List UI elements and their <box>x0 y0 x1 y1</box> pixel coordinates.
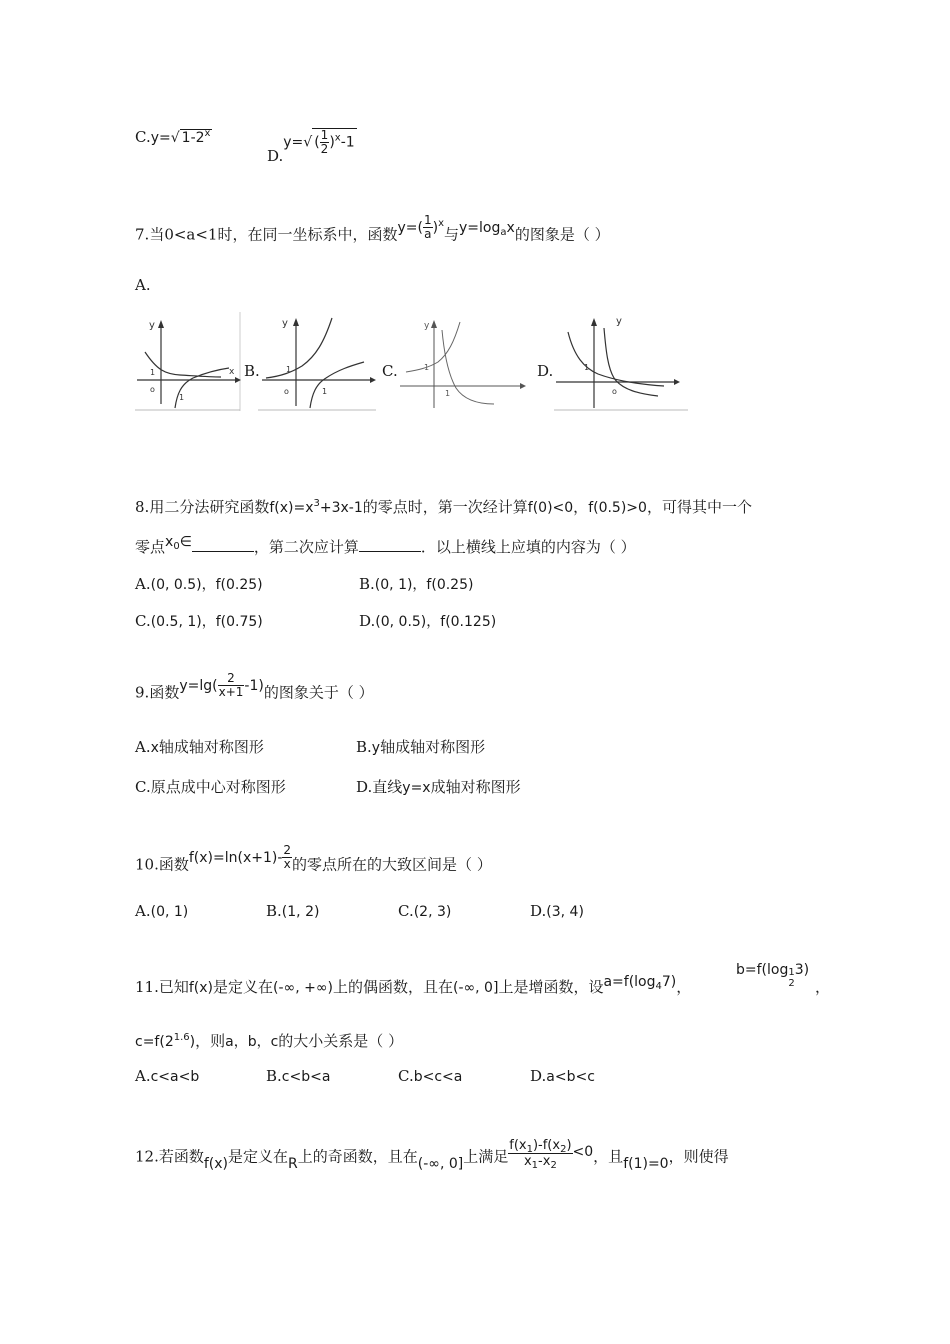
q7-number: 7. <box>135 225 150 244</box>
q10-option-a[interactable] <box>135 902 188 920</box>
tick-1-x: 1 <box>179 393 185 402</box>
q11-option-d[interactable] <box>530 1067 595 1085</box>
q10-option-a-label: A. <box>135 902 151 920</box>
sqrt-sign: √ <box>303 134 313 151</box>
q6-option-d-lhs: y= <box>283 134 304 151</box>
q7-option-c-label[interactable]: C. <box>382 362 398 380</box>
q7-text-c: 的图象是（ ） <box>514 225 610 244</box>
q11-a-tail: 7) <box>661 974 677 990</box>
q10-option-b-text: (1, 2) <box>281 904 320 920</box>
q10-option-d-text: (3, 4) <box>546 904 584 920</box>
q8-func-exp: 3 <box>313 498 320 509</box>
q6-option-c-label: C. <box>135 128 151 146</box>
q6-option-d-den: 2 <box>320 142 329 156</box>
q11-stem-line2 <box>135 1030 403 1051</box>
q7-f1-lhs: y=( <box>397 219 423 236</box>
q10-option-a-text: (0, 1) <box>150 904 189 920</box>
q11-b-def-body: b=f(log <box>736 962 789 978</box>
q11-interval1: (-∞, +∞) <box>273 980 333 996</box>
q8-option-a-label: A. <box>135 575 151 593</box>
q9-func-num: 2 <box>218 672 245 686</box>
q10-func-num: 2 <box>283 843 292 857</box>
q8-func-body: f(x)=x <box>269 500 314 516</box>
q9-option-d-b: 成轴对称图形 <box>430 778 521 796</box>
q11-c-def <box>135 1034 195 1050</box>
q12-frac <box>508 1138 572 1169</box>
q6-option-c-exp: x <box>204 128 211 139</box>
q8-number: 8. <box>135 498 150 516</box>
q12-frac-den-a: x <box>523 1154 532 1169</box>
q8-func <box>269 500 362 516</box>
q12-number: 12. <box>135 1147 159 1166</box>
q11-c-tail: ) <box>189 1034 196 1050</box>
curve-exponential <box>568 332 664 386</box>
q12-ineq: <0 <box>572 1143 594 1160</box>
q8-sep: ， <box>573 498 589 516</box>
q11-b-def <box>736 960 809 989</box>
q7-f2 <box>459 220 515 236</box>
q9-option-b-label: B. <box>356 738 372 756</box>
tick-1-y: 1 <box>150 368 156 377</box>
q8-option-c-text: (0.5, 1)，f(0.75) <box>150 614 263 630</box>
q10-func-lhs: f(x)=ln(x+1)- <box>188 849 283 866</box>
q11-option-d-text: a<b<c <box>546 1069 595 1085</box>
q12-fx: f(x) <box>203 1155 229 1172</box>
q6-option-d-num: 1 <box>320 128 329 142</box>
q10-func <box>188 843 292 871</box>
q9-option-a-label: A. <box>135 738 151 756</box>
q12-text-e: ，且 <box>593 1147 624 1166</box>
q12-cond: f(1)=0 <box>623 1155 669 1172</box>
q7-option-a-label[interactable]: A. <box>135 276 151 294</box>
q9-option-c[interactable] <box>135 776 286 797</box>
q8-text-c: ，可得其中一个 <box>646 498 752 516</box>
q7-graph-d[interactable] <box>554 312 688 411</box>
q8-line2-c: ．以上横线上应填的内容为（ ） <box>420 538 636 556</box>
q8-line2-b: ，第二次应计算 <box>253 538 359 556</box>
q12-text-f: ，则使得 <box>668 1147 729 1166</box>
tick-1-y: 1 <box>286 365 292 374</box>
q11-option-a-label: A. <box>135 1067 151 1085</box>
q10-text-b: 的零点所在的大致区间是（ ） <box>292 855 492 874</box>
q7-f1-num: 1 <box>423 213 432 227</box>
q6-option-d-label: D. <box>267 146 284 165</box>
q10-option-c-text: (2, 3) <box>413 904 452 920</box>
q8-func-tail: +3x-1 <box>319 500 363 516</box>
q10-stem <box>135 843 492 879</box>
q12-frac-num-sub1: 1 <box>526 1144 533 1155</box>
q11-text-c: 上的偶函数，且在 <box>332 978 453 996</box>
q11-comma: ， <box>676 978 692 996</box>
q8-x0-sub: 0 <box>173 541 180 552</box>
q8-line2-a: 零点 <box>135 538 166 556</box>
curve-exponential <box>145 352 221 377</box>
q10-option-d-label: D. <box>530 902 547 920</box>
q12-frac-den-mid: -x <box>538 1154 551 1169</box>
q8-blank-2[interactable] <box>359 539 421 552</box>
q11-number: 11. <box>135 978 159 996</box>
q9-func-lhs: y=lg( <box>179 677 218 694</box>
q6-option-c[interactable] <box>135 128 212 146</box>
origin-label: o <box>150 385 155 394</box>
q12-interval: (-∞, 0] <box>417 1155 464 1172</box>
q10-option-d[interactable] <box>530 902 584 920</box>
q6-option-c-sqrt-body: 1-2 <box>181 130 205 146</box>
q8-stem-line2 <box>135 536 636 557</box>
q10-option-b-label: B. <box>266 902 282 920</box>
q8-option-b-label: B. <box>359 575 375 593</box>
q11-b-sub-den: 2 <box>788 978 795 989</box>
curve-exponential <box>266 318 332 378</box>
q9-option-d[interactable] <box>356 776 521 797</box>
q9-option-b-text: 轴成轴对称图形 <box>380 738 486 756</box>
q9-number: 9. <box>135 683 150 702</box>
axis-x-label: x <box>229 367 235 377</box>
q10-func-frac <box>282 844 292 871</box>
q8-option-c-label: C. <box>135 612 151 630</box>
q7-graph-c[interactable] <box>398 312 528 411</box>
q6-option-d-tail: -1 <box>340 134 355 151</box>
tick-1-x: 1 <box>322 387 328 396</box>
q7-option-d-label[interactable]: D. <box>537 362 554 380</box>
q11-option-c[interactable] <box>398 1067 462 1085</box>
q7-f1-frac <box>423 214 433 241</box>
curve-exponential <box>406 322 460 372</box>
q8-option-d[interactable] <box>359 611 496 631</box>
q10-option-b[interactable] <box>266 902 319 920</box>
q11-option-b-label: B. <box>266 1067 282 1085</box>
q7-graph-b[interactable] <box>258 312 376 411</box>
q11-c-exp: 1.6 <box>173 1032 190 1043</box>
q9-option-c-text: 原点成中心对称图形 <box>150 778 286 796</box>
q12-text-d: 上满足 <box>463 1147 509 1166</box>
q7-option-b-label[interactable]: B. <box>244 362 260 380</box>
q8-cond2: f(0.5)>0 <box>588 500 647 516</box>
q11-a-sub: 4 <box>655 981 662 992</box>
q8-text-b: 的零点时，第一次经计算 <box>362 498 528 516</box>
q12-frac-den-sub2: 2 <box>550 1160 557 1171</box>
q12-stem <box>135 1138 729 1173</box>
q11-c-def-body: c=f(2 <box>135 1034 174 1050</box>
q12-text-a: 若函数 <box>158 1147 204 1166</box>
q11-interval2: (-∞, 0] <box>452 980 499 996</box>
tick-1-y: 1 <box>424 363 430 372</box>
q10-number: 10. <box>135 855 159 874</box>
q12-frac-den <box>508 1154 572 1169</box>
q8-text-a: 用二分法研究函数 <box>149 498 270 516</box>
tick-1-y: 1 <box>584 363 590 372</box>
q12-R: R <box>288 1155 298 1172</box>
q8-cond1: f(0)<0 <box>527 500 574 516</box>
q11-text-a: 已知 <box>158 978 189 996</box>
q11-comma2: ， <box>815 978 831 996</box>
q7-f2-rhs: x <box>506 219 515 236</box>
axis-y-label: y <box>616 316 622 327</box>
q10-text-a: 函数 <box>158 855 189 874</box>
q9-text-b: 的图象关于（ ） <box>263 683 374 702</box>
q6-option-c-radicand <box>180 129 213 146</box>
axis-y-label: y <box>149 320 155 331</box>
sqrt-sign: √ <box>170 130 180 146</box>
q6-option-d[interactable] <box>267 128 357 165</box>
q10-func-den: x <box>283 857 291 871</box>
tick-1-x: 1 <box>445 389 451 398</box>
q8-option-d-label: D. <box>359 612 376 630</box>
q11-option-d-label: D. <box>530 1067 547 1085</box>
axis-y-label: y <box>282 318 288 329</box>
q7-f2-lhs: y=log <box>459 219 501 236</box>
curve-log <box>604 328 658 396</box>
q7-f1 <box>397 213 444 241</box>
q12-frac-num-a: f(x <box>509 1138 527 1153</box>
q11-stem-line1 <box>135 976 691 997</box>
q9-func-frac <box>218 672 245 699</box>
q6-option-d-frac <box>320 129 330 156</box>
q9-func-rhs: -1) <box>244 677 264 694</box>
q9-option-a-var: x <box>150 740 159 756</box>
q11-a-def <box>603 974 676 990</box>
q9-stem <box>135 671 374 707</box>
q7-f1-exp: x <box>438 217 444 229</box>
q7-graph-a[interactable] <box>135 312 242 411</box>
q6-option-d-radicand: ( $\frac{1}{2}$ )$^x$-1 <box>314 128 355 156</box>
q12-text-b: 是定义在 <box>228 1147 289 1166</box>
q12-frac-den-sub1: 1 <box>531 1160 539 1171</box>
q12-frac-num-mid: )-f(x <box>532 1138 561 1153</box>
q11-text-f: 的大小关系是（ ） <box>278 1032 404 1050</box>
q11-fx: f(x) <box>188 980 214 996</box>
q9-option-b-var: y <box>371 740 381 756</box>
q8-x0-var: x <box>165 534 174 550</box>
q9-option-d-a: 直线 <box>372 778 403 796</box>
q8-option-a[interactable] <box>135 574 263 594</box>
q8-option-a-text: (0, 0.5)，f(0.25) <box>150 577 263 593</box>
q11-b-sub-num: 1 <box>788 967 795 978</box>
q11-option-a[interactable] <box>135 1067 199 1085</box>
q6-option-c-lhs: y= <box>150 130 171 146</box>
q12-frac-num-end: ) <box>566 1138 572 1153</box>
q9-func <box>179 671 264 699</box>
q7-f2-sub: a <box>500 226 507 238</box>
q12-text-c: 上的奇函数，且在 <box>297 1147 418 1166</box>
q11-option-a-text: c<a<b <box>150 1069 200 1085</box>
q7-f1-den: a <box>424 227 432 241</box>
q11-text-b: 是定义在 <box>213 978 274 996</box>
q12-frac-num <box>508 1138 572 1154</box>
q11-text-d: 上是增函数，设 <box>498 978 604 996</box>
q8-blank-1[interactable] <box>192 539 254 552</box>
q6-option-d-exp: x <box>334 132 341 144</box>
q7-text-b: 与 <box>444 225 460 244</box>
q9-text-a: 函数 <box>149 683 180 702</box>
q10-option-c-label: C. <box>398 902 414 920</box>
q9-option-c-label: C. <box>135 778 151 796</box>
q10-option-c[interactable] <box>398 902 451 920</box>
q11-option-c-text: b<c<a <box>413 1069 463 1085</box>
q9-option-a[interactable] <box>135 736 264 757</box>
q7-f1-rhs: ) <box>432 219 439 236</box>
q9-option-d-var: y=x <box>402 780 431 796</box>
q8-stem-line1 <box>135 496 752 517</box>
q7-text-a: 当0<a<1时，在同一坐标系中，函数 <box>149 225 398 244</box>
curve-log <box>310 362 364 408</box>
q8-x0 <box>165 534 192 550</box>
q11-option-b-text: c<b<a <box>281 1069 331 1085</box>
q12-frac-num-sub2: 2 <box>560 1144 567 1155</box>
q11-text-e: ，则 <box>195 1032 226 1050</box>
q9-option-b[interactable] <box>356 736 485 757</box>
q8-option-b-text: (0, 1)，f(0.25) <box>374 577 474 593</box>
origin-label: o <box>612 387 617 396</box>
axis-y-label: y <box>424 321 430 331</box>
q8-option-b[interactable] <box>359 574 473 594</box>
q11-b-tail: 3) <box>794 962 810 978</box>
q7-stem <box>135 213 610 249</box>
q8-option-d-text: (0, 0.5)，f(0.125) <box>375 614 497 630</box>
q9-option-d-label: D. <box>356 778 373 796</box>
q11-vars: a，b，c <box>225 1034 279 1050</box>
curve-log <box>175 368 229 408</box>
q11-option-c-label: C. <box>398 1067 414 1085</box>
q11-option-b[interactable] <box>266 1067 330 1085</box>
q8-option-c[interactable] <box>135 611 263 631</box>
q9-func-den: x+1 <box>218 685 244 699</box>
origin-label: o <box>284 387 289 396</box>
q9-option-a-text: 轴成轴对称图形 <box>158 738 264 756</box>
q8-in: ∈ <box>179 534 192 550</box>
q11-a-def-body: a=f(log <box>603 974 656 990</box>
